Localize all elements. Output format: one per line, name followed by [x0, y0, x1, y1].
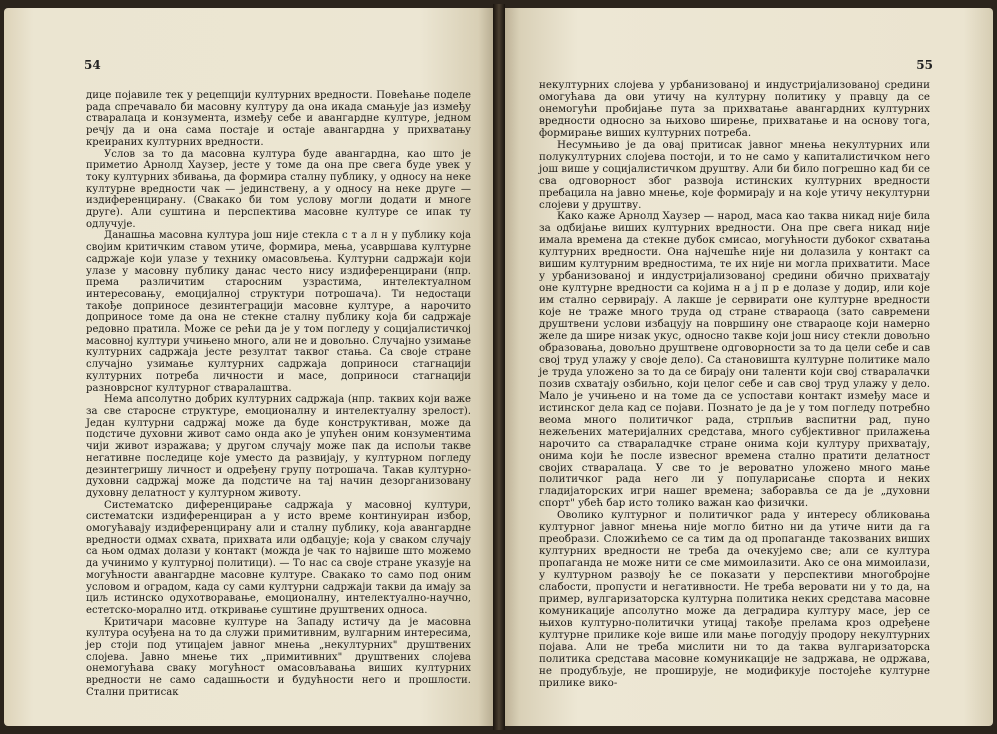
- page-text: [539, 80, 930, 690]
- paragraph: дице појавиле тек у рецепцији културних вредности. Повећање поделе рада спречавало би масовну културу да она икада смањује јаз између стваралаца и конзумента, између себе и авангардне културе, једном речју да и она сама постаје и остаје авангардна у прихватању креираних културних вредности.: [86, 90, 471, 148]
- page-number: 55: [916, 58, 933, 72]
- paragraph: Критичари масовне културе на Западу истичу да је масовна култура осуђена на то да служи примитивним, вулгарним интересима, јер стоји под утицајем јавног мнења „некултурних" друштвених слојева. Јавно мнење тих „примитивних" друштвених слојева онемогућава сваку могућност омасовљавања виших културних вредности не само садашњости и будућности него и прошлости. Стални притисак: [86, 616, 471, 698]
- page-number: 54: [84, 58, 101, 72]
- paragraph: Систематско диференцирање садржаја у масовној култури, систематски издиференциран а у исто време континуиран избор, омогућавају издиференцирану али и сталну публику, која авангардне вредности одмах схвата, прихвата или одбацује; која у сваком случају са њом одмах долази у контакт (можда је чак то највише што можемо да учинимо у културној политици). — То нас са своје стране указује на могућности авангардне масовне културе. Свакако то само под оним условом и оградом, када су сами културни садржаји такви да имају за циљ истинско одухотворавање, емоционалну, интелектуално-научно, естетско-морално итд. откривање суштине друштвених односа.: [86, 499, 471, 616]
- paragraph: Како каже Арнолд Хаузер — народ, маса као таква никад није била за одбијање виших културних вредности. Она пре свега никад није имала времена да стекне дубок смисао, могућности дубоког схватања културних вредности. Она најчешће није ни долазила у контакт са вишим културним вредностима, те их није ни могла прихватити. Масе у урбанизованој и индустријализованој средини обично прихватају оне културне вредности са којима н а ј п р е долазе у додир, или које им стално сервирају. А лакше је сервирати оне културне вредности које не траже много труда од стране ствараоца (зато савремени друштвени услови избацују на површину оне ствараоце који намерно желе да шире низак укус, односно такве који још нису стекли довољно образовања, довољно друштвене одговорности за то да цели себе и сав свој труд улажу у своје дело). Са становишта културне политике мало је труда уложено за то да се бирају они таленти који свој стваралачки позив схватају озбиљно, који целог себе и сав свој труд улажу у дело. Мало је учињено и на томе да се успостави контакт између масе и истинског дела кад се појави. Познато је да је у том погледу потребно веома много политичког рада, стрпљив васпитни рад, пуно нежељених материјалних средстава, много субјективног прилажења нарочито са ствараладчке стране онима који културу прихватају, онима који ће после извесног времена стално пратити делатност својих стваралаца. У све то је вероватно уложено много мање политичког рада него ли у популарисање спорта и неких гладијаторских игри нашег времена; заборавља се да је „духовни спорт" убећ бар исто толико важан као физички.: [539, 210, 930, 510]
- right-page: [505, 8, 993, 726]
- book-gutter: [493, 4, 505, 730]
- paragraph: Данашња масовна култура још није стекла с т а л н у публику која својим критичким ставом утиче, формира, мења, усавршава културне садржаје који улазе у технику омасовљења. Културни садржаји који улазе у масовну публику данас често нису издиференцирани (нпр. према различитим старосним узрастима, интелектуалном интересовању, емоцијалној структури потрошача). Ти недостаци такође доприносе дезинтеграцији масовне културе, а нарочито доприносе томе да она не стекне сталну публику која би садржаје редовно пратила. Може се рећи да је у том погледу у социјалистичкој масовној култури учињено много, али не и довољно. Случајно узимање културних садржаја јесте резултат таквог стања. Са своје стране случајно узимање културних садржаја доприноси стагнацији културних потреба личности и масе, доприноси стагнацији разноврсног културног стваралаштва.: [86, 230, 471, 394]
- paragraph: Нема апсолутно добрих културних садржаја (нпр. таквих који важе за све старосне структуре, емоционалну и интелектуалну зрелост). Један културни садржај може да буде конструктиван, може да подстиче духовни живот само онда ако је упућен оним конзументима чији живот изражава; у другом случају може пак да испољи такве негативне последице које уместо да развијају, у културном погледу дезинтегришу личност и одређену групу потрошача. Такав културно-духовни садржај може да подстиче на тај начин дезорганизовану духовну делатност у културном животу.: [86, 394, 471, 499]
- left-page: [4, 8, 493, 726]
- page-text: [86, 90, 471, 699]
- paragraph: Оволико културног и политичког рада у интересу обликовања културног јавног мнења није могло битно ни да утиче нити да га преобрази. Сложићемо се са тим да од пропаганде такозваних виших културних вредности не треба да очекујемо све; али се култура пропаганда не може нити се сме мимоилазити. Ако се она мимоилази, у културном развоју ће се показати у перспективи многобројне слабости, пропусти и негативности. Не треба веровати ни у то да, на пример, вулгаризаторска културна политика неких средстава масовне комуникације апсолутно може да деградира културу масе, јер се њихов културно-политички утицај такође прелама кроз одређене културне прилике које више или мање погодују продору некултурних појава. Али не треба мислити ни то да таква вулгаризаторска политика средстава масовне комуникације не задржава, не одржава, не продубљује, не проширује, не модификује постојеће културне прилике вико-: [539, 509, 930, 689]
- paragraph: Несумњиво је да овај притисак јавног мнења некултурних или полукултурних слојева постоји, и то не само у капиталистичком него још више у социјалистичком друштву. Али би било погрешно кад би се сва одговорност због развоја истинских културних вредности пребацила на јавно мнење, које формирају и на које утичу некултурни слојеви у друштву.: [539, 138, 930, 211]
- paragraph: Услов за то да масовна култура буде авангардна, као што је приметио Арнолд Хаузер, јесте у томе да она пре свега буде увек у току културних збивања, да формира сталну публику, у односу на неке културне вредности чак — јединствену, а у односу на неке друге — издиференцирану. (Свакако би том услову могли додати и многе друге). Али суштина и перспектива масовне културе се ипак ту одлучује.: [86, 148, 471, 230]
- paragraph: некултурних слојева у урбанизованој и индустријализованој средини омогућава да ови утичу на културну политику у правцу да се онемогући пробијање пута за прихватање авангардних културних вредности односно за њихово ширење, прихватање и на основу тога, формирање виших културних потреба.: [539, 79, 930, 139]
